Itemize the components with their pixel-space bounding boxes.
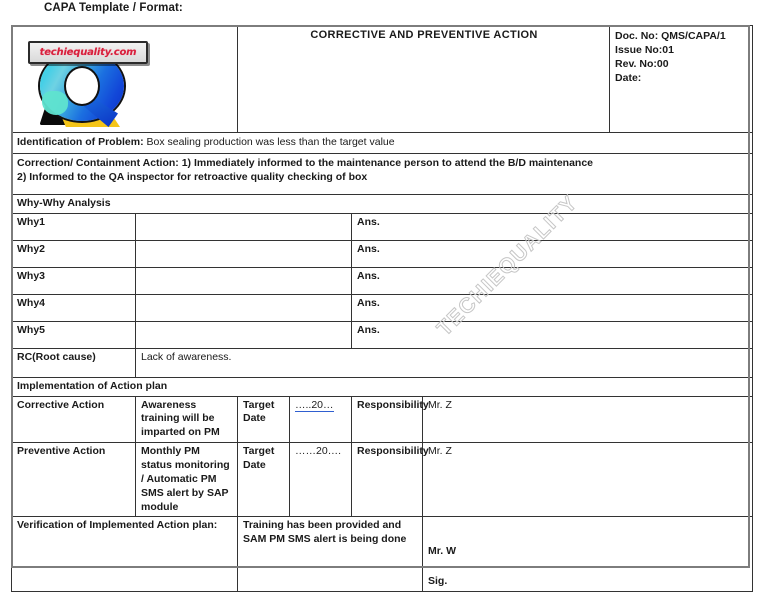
preventive-action-label: Preventive Action	[12, 443, 136, 517]
rev-no: Rev. No:00	[615, 57, 669, 70]
root-cause-value[interactable]: Lack of awareness.	[136, 348, 753, 377]
why-question-cell[interactable]	[136, 321, 352, 348]
corrective-target-date-value: …..20…	[295, 398, 334, 411]
table-row	[12, 240, 753, 267]
preventive-responsibility-label: Responsibility	[352, 443, 423, 517]
why-answer-cell[interactable]: Ans.	[352, 294, 753, 321]
logo-cell	[12, 26, 238, 133]
verification-row	[12, 517, 753, 592]
watermark-text: TECHIEQUALITY	[432, 190, 583, 341]
doc-info-cell	[610, 26, 753, 133]
signature-gap	[428, 559, 748, 575]
problem-row	[12, 133, 753, 154]
why-section-header-row	[12, 194, 753, 213]
corrective-responsibility-label: Responsibility	[352, 396, 423, 443]
corrective-responsibility-value[interactable]: Mr. Z	[423, 396, 753, 443]
corrective-target-date-label: Target Date	[238, 396, 290, 443]
correction-row	[12, 153, 753, 194]
root-cause-label: RC(Root cause)	[12, 348, 136, 377]
preventive-action-description[interactable]: Monthly PM status monitoring / Automatic PM SMS alert by SAP module	[136, 443, 238, 517]
corrective-target-date-cell[interactable]	[290, 396, 352, 443]
why-question-cell[interactable]	[136, 213, 352, 240]
problem-value: Box sealing production was less than the target value	[146, 136, 395, 148]
why-answer-cell[interactable]: Ans.	[352, 267, 753, 294]
q-hole-shape	[66, 68, 98, 104]
why-answer-cell[interactable]: Ans.	[352, 321, 753, 348]
verification-signatory: Mr. W	[428, 545, 456, 558]
why-label: Why5	[12, 321, 136, 348]
action-plan-header-row	[12, 377, 753, 396]
why-question-cell[interactable]	[136, 294, 352, 321]
document-title: CORRECTIVE AND PREVENTIVE ACTION	[238, 26, 610, 133]
why-answer-cell[interactable]: Ans.	[352, 240, 753, 267]
why-label: Why3	[12, 267, 136, 294]
correction-line-2: 2) Informed to the QA inspector for retroactive quality checking of box	[17, 170, 368, 183]
why-label: Why4	[12, 294, 136, 321]
table-row	[12, 213, 753, 240]
preventive-target-date-cell[interactable]: ……20….	[290, 443, 352, 517]
issue-no: Issue No:01	[615, 43, 674, 56]
problem-cell	[12, 133, 753, 154]
capa-table	[11, 25, 753, 592]
signature-spacer	[428, 519, 748, 545]
action-plan-title: Implementation of Action plan	[12, 377, 753, 396]
why-label: Why1	[12, 213, 136, 240]
preventive-action-row	[12, 443, 753, 517]
preventive-target-date-label: Target Date	[238, 443, 290, 517]
root-cause-row	[12, 348, 753, 377]
page-caption: CAPA Template / Format:	[44, 2, 183, 14]
corrective-action-label: Corrective Action	[12, 396, 136, 443]
verification-signature-cell[interactable]	[423, 517, 753, 592]
q-logo-icon	[16, 29, 158, 129]
logo-label-text: techiequality.com	[39, 46, 137, 58]
why-answer-cell[interactable]: Ans.	[352, 213, 753, 240]
why-section-title: Why-Why Analysis	[12, 194, 753, 213]
header-row	[12, 26, 753, 133]
q-teal-accent	[42, 91, 68, 115]
correction-cell	[12, 153, 753, 194]
doc-date: Date:	[615, 71, 642, 84]
problem-label: Identification of Problem:	[17, 136, 144, 148]
corrective-action-description[interactable]: Awareness training will be imparted on PM	[136, 396, 238, 443]
verification-sig-label: Sig.	[428, 575, 448, 588]
why-question-cell[interactable]	[136, 267, 352, 294]
corrective-action-row	[12, 396, 753, 443]
table-row	[12, 294, 753, 321]
verification-label: Verification of Implemented Action plan:	[12, 517, 238, 592]
table-row	[12, 267, 753, 294]
doc-no: Doc. No: QMS/CAPA/1	[615, 30, 726, 42]
why-label: Why2	[12, 240, 136, 267]
preventive-responsibility-value[interactable]: Mr. Z	[423, 443, 753, 517]
verification-text[interactable]: Training has been provided and SAM PM SMS alert is being done	[238, 517, 423, 592]
correction-line-1: Correction/ Containment Action: 1) Immediately informed to the maintenance person to attend the B/D maintenance	[17, 156, 594, 169]
why-question-cell[interactable]	[136, 240, 352, 267]
table-row	[12, 321, 753, 348]
logo-label-box	[28, 41, 148, 64]
